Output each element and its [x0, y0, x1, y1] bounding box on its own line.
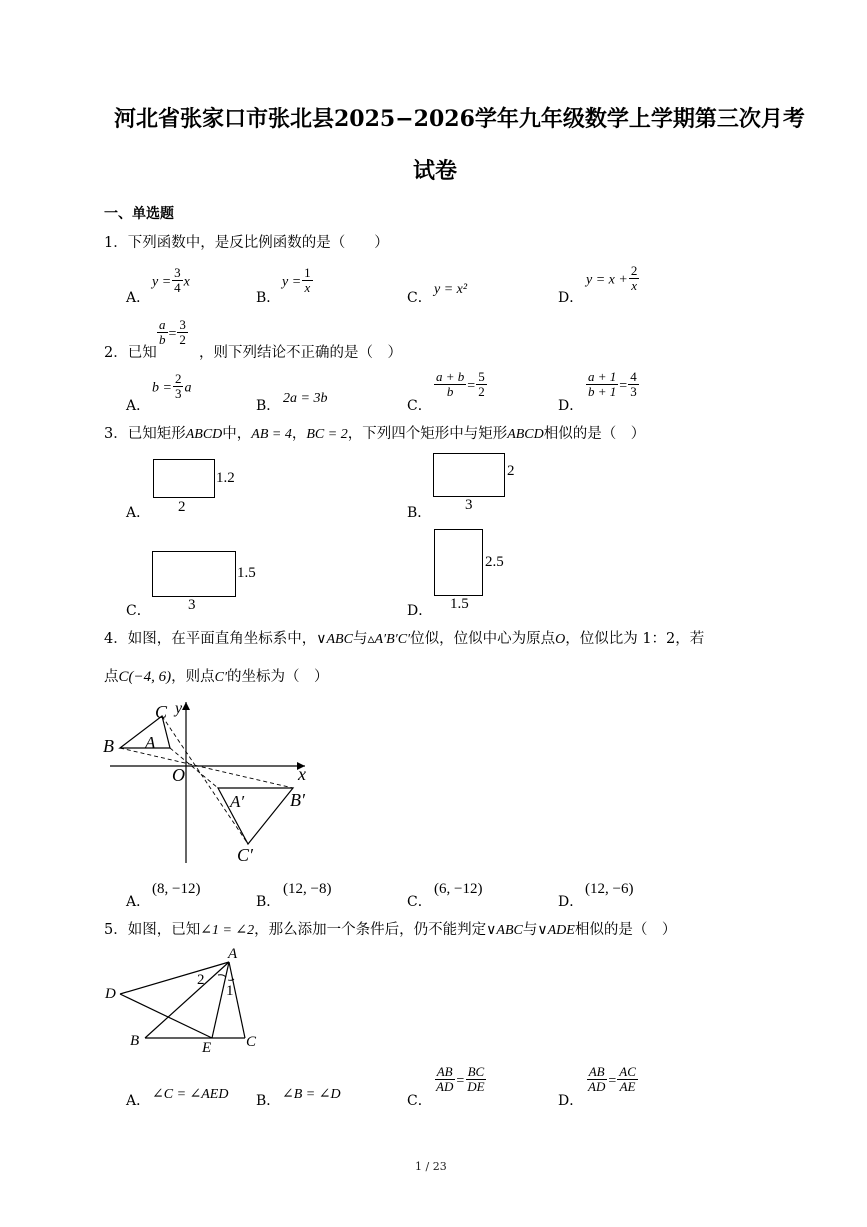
q5-option-a-label: A．	[126, 1093, 151, 1109]
q3-rect-b-width: 3	[465, 497, 473, 513]
segment-de	[120, 994, 212, 1038]
q2-option-d-label: D．	[558, 398, 584, 414]
question-4-line2: 点C(−4, 6)，则点C′的坐标为（ ）	[104, 669, 329, 685]
q4-label-o: O	[172, 765, 185, 785]
q1-option-b-label: B．	[256, 290, 281, 306]
q2-option-b: 2a = 3b	[283, 391, 328, 406]
question-3-stem: 3．已知矩形ABCD中，AB = 4，BC = 2，下列四个矩形中与矩形ABCD相似的是（ ）	[104, 426, 646, 442]
q5-label-a: A	[228, 946, 238, 962]
q5-option-c: $\frac{AB}{AD}$ = $\frac{BC}{DE}$	[436, 1064, 485, 1095]
q4-option-b-label: B．	[256, 894, 281, 910]
page-title: 河北省张家口市张北县2025−2026学年九年级数学上学期第三次月考	[114, 106, 805, 132]
q5-option-b-label: B．	[256, 1093, 281, 1109]
q2-option-b-label: B．	[256, 398, 281, 414]
q2-option-c: $\frac{a + b}{b}$ = $\frac{5}{2}$	[436, 369, 485, 400]
question-4-line1: 4．如图，在平面直角坐标系中，∨ABC与▵A′B′C′位似，位似中心为原点O，位似比为 1：2，若	[104, 631, 705, 647]
q1-option-d-label: D．	[558, 290, 584, 306]
section-heading: 一、单选题	[104, 206, 174, 222]
q2-option-a-label: A．	[126, 398, 151, 414]
q4-label-a-prime: A′	[230, 792, 245, 811]
q3-rect-c-width: 3	[188, 597, 196, 613]
page-title-line2: 试卷	[413, 158, 458, 184]
q1-option-a: y = $\frac{3}{4}$ x	[152, 265, 190, 296]
q2-option-d: $\frac{a + 1}{b + 1}$ = $\frac{4}{3}$	[588, 369, 637, 400]
question-2-post: ，则下列结论不正确的是（ ）	[199, 345, 402, 361]
q5-option-d: $\frac{AB}{AD}$ = $\frac{AC}{AE}$	[588, 1064, 636, 1095]
angle-2-arc	[218, 975, 226, 977]
q4-option-c: (6, −12)	[434, 881, 483, 897]
segment-ac	[229, 962, 245, 1038]
q4-label-y: y	[175, 700, 183, 717]
q1-option-a-label: A．	[126, 290, 151, 306]
question-5-stem: 5．如图，已知∠1 = ∠2，那么添加一个条件后，仍不能判定∨ABC与∨ADE相似的是（ ）	[104, 922, 677, 938]
question-2-pre: 2．已知	[104, 345, 157, 361]
q4-option-d: (12, −6)	[585, 881, 634, 897]
q3-option-d-label: D．	[407, 603, 433, 619]
q3-rect-a-width: 2	[178, 499, 186, 515]
q5-label-angle-1: 1	[226, 983, 234, 999]
q5-label-d: D	[105, 986, 116, 1002]
q4-label-x: x	[298, 764, 306, 784]
q3-option-c-label: C．	[126, 603, 151, 619]
angle-1-arc	[228, 979, 234, 980]
question-1-stem: 1．下列函数中，是反比例函数的是（ ）	[104, 235, 389, 251]
q5-label-angle-2: 2	[197, 972, 205, 988]
q3-rect-b-height: 2	[507, 463, 515, 479]
q4-option-b: (12, −8)	[283, 881, 332, 897]
q2-given-ratio: $\frac{a}{b}$ = $\frac{3}{2}$	[159, 317, 186, 348]
q4-label-b: B	[103, 736, 114, 756]
q3-rect-d-width: 1.5	[450, 596, 469, 612]
q3-rect-c	[152, 551, 236, 597]
q2-option-c-label: C．	[407, 398, 432, 414]
q2-option-a: b = $\frac{2}{3}$ a	[152, 371, 192, 402]
q4-label-b-prime: B′	[290, 790, 305, 810]
q1-option-c-label: C．	[407, 290, 432, 306]
q5-triangle-figure	[100, 944, 270, 1054]
y-axis-arrow	[182, 702, 190, 710]
q3-rect-a	[153, 459, 215, 498]
q5-label-c: C	[246, 1034, 257, 1050]
q4-option-c-label: C．	[407, 894, 432, 910]
q4-option-a-label: A．	[126, 894, 151, 910]
q3-rect-d-height: 2.5	[485, 554, 504, 570]
segment-ad	[120, 962, 229, 994]
q5-option-c-label: C．	[407, 1093, 432, 1109]
q3-rect-a-height: 1.2	[216, 470, 235, 486]
q5-label-e: E	[202, 1040, 212, 1056]
q4-label-c-prime: C′	[237, 845, 253, 865]
q3-rect-d	[434, 529, 483, 596]
q3-option-a-label: A．	[126, 505, 151, 521]
q5-option-b: ∠B = ∠D	[282, 1087, 341, 1102]
q1-option-b: y = $\frac{1}{x}$	[282, 265, 311, 296]
q4-option-a: (8, −12)	[152, 881, 201, 897]
q3-rect-c-height: 1.5	[237, 565, 256, 581]
q4-option-d-label: D．	[558, 894, 584, 910]
q1-option-c: y = x²	[434, 282, 468, 297]
q1-option-d: y = x + $\frac{2}{x}$	[586, 263, 638, 294]
q4-label-a: A	[145, 733, 156, 752]
q5-label-b: B	[130, 1033, 140, 1049]
segment-ae	[212, 962, 229, 1038]
q3-rect-b	[433, 453, 505, 497]
page-number: 1 / 23	[415, 1160, 447, 1173]
q4-label-c: C	[155, 702, 168, 722]
q4-coordinate-figure	[100, 698, 320, 868]
q5-option-d-label: D．	[558, 1093, 584, 1109]
q3-option-b-label: B．	[407, 505, 432, 521]
q5-option-a: ∠C = ∠AED	[152, 1087, 229, 1102]
